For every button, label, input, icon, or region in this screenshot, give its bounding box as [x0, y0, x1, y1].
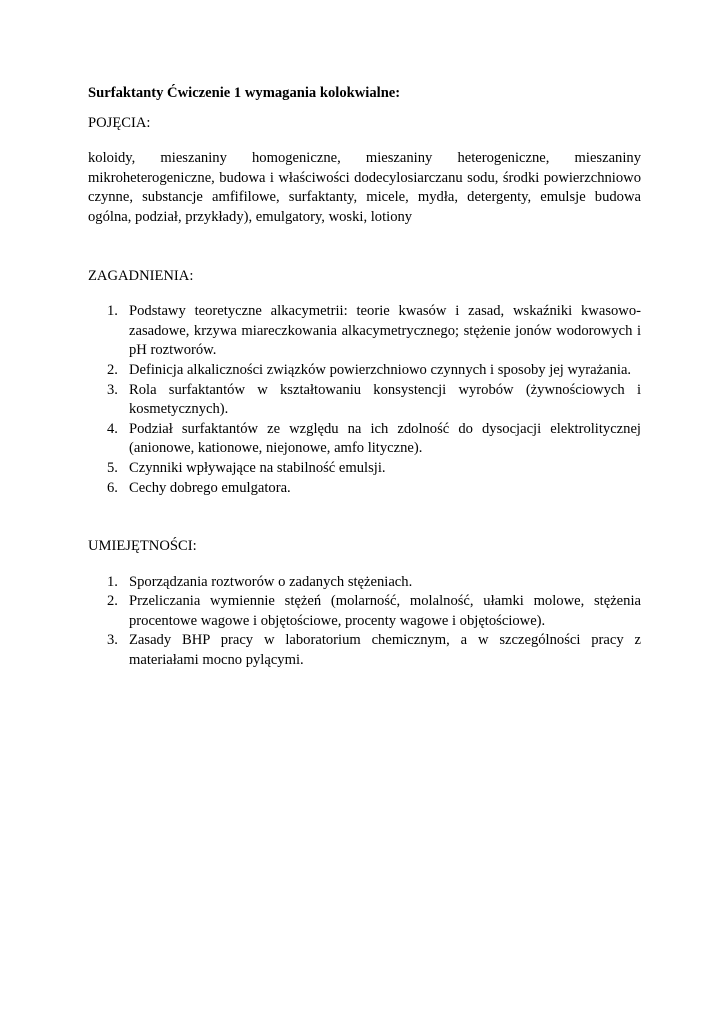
list-item-text: Zasady BHP pracy w laboratorium chemicznym, a w szczególności pracy z materiałami mocno pylącymi.	[129, 632, 641, 669]
list-item-text: Rola surfaktantów w kształtowaniu konsystencji wyrobów (żywnościowych i kosmetycznych).	[129, 381, 641, 418]
spacer	[88, 498, 641, 537]
list-item	[88, 631, 641, 670]
list-number: 1.	[107, 573, 118, 590]
list-item	[88, 420, 641, 459]
list-number: 5.	[107, 459, 118, 476]
list-number: 3.	[107, 632, 118, 649]
list-number: 6.	[107, 479, 118, 496]
list-item	[88, 573, 641, 593]
list-item-text: Podstawy teoretyczne alkacymetrii: teorie kwasów i zasad, wskaźniki kwasowo-zasadowe, krzywa miareczkowania alkacymetrycznego; stężenie jonów wodorowych i pH roztworów.	[129, 303, 641, 359]
concepts-heading: POJĘCIA:	[88, 114, 151, 131]
list-number: 2.	[107, 593, 118, 610]
list-item	[88, 479, 641, 499]
concepts-text: koloidy, mieszaniny homogeniczne, mieszaniny heterogeniczne, mieszaniny mikroheterogeniczne, budowa i właściwości dodecylosiarczanu sodu, środki powierzchniowo czynne, substancje amfifilowe, surfaktanty, micele, mydła, detergenty, emulsje budowa ogólna, podział, przykłady), emulgatory, woski, lotiony	[88, 150, 641, 225]
skills-list	[88, 573, 641, 671]
list-number: 4.	[107, 420, 118, 437]
skills-heading: UMIEJĘTNOŚCI:	[88, 538, 197, 555]
list-item-text: Cechy dobrego emulgatora.	[129, 479, 291, 496]
list-item	[88, 592, 641, 631]
list-item	[88, 381, 641, 420]
list-number: 3.	[107, 381, 118, 398]
list-item-text: Przeliczania wymiennie stężeń (molarność, molalność, ułamki molowe, stężenia procentowe wagowe i objętościowe, procenty wagowe i objętościowe).	[129, 593, 641, 629]
list-number: 2.	[107, 361, 118, 378]
topics-list	[88, 302, 641, 498]
topics-heading: ZAGADNIENIA:	[88, 267, 194, 284]
spacer	[88, 228, 641, 267]
list-number: 1.	[107, 303, 118, 320]
list-item	[88, 459, 641, 479]
document-page	[88, 84, 641, 671]
list-item-text: Definicja alkaliczności związków powierzchniowo czynnych i sposoby jej wyrażania.	[129, 361, 632, 378]
list-item	[88, 302, 641, 361]
list-item-text: Czynniki wpływające na stabilność emulsji.	[129, 459, 386, 476]
list-item-text: Sporządzania roztworów o zadanych stężeniach.	[129, 573, 413, 590]
list-item	[88, 361, 641, 381]
document-title: Surfaktanty Ćwiczenie 1 wymagania kolokwialne:	[88, 85, 401, 101]
list-item-text: Podział surfaktantów ze względu na ich zdolność do dysocjacji elektrolitycznej (anionowe, kationowe, niejonowe, amfo lityczne).	[129, 420, 641, 457]
